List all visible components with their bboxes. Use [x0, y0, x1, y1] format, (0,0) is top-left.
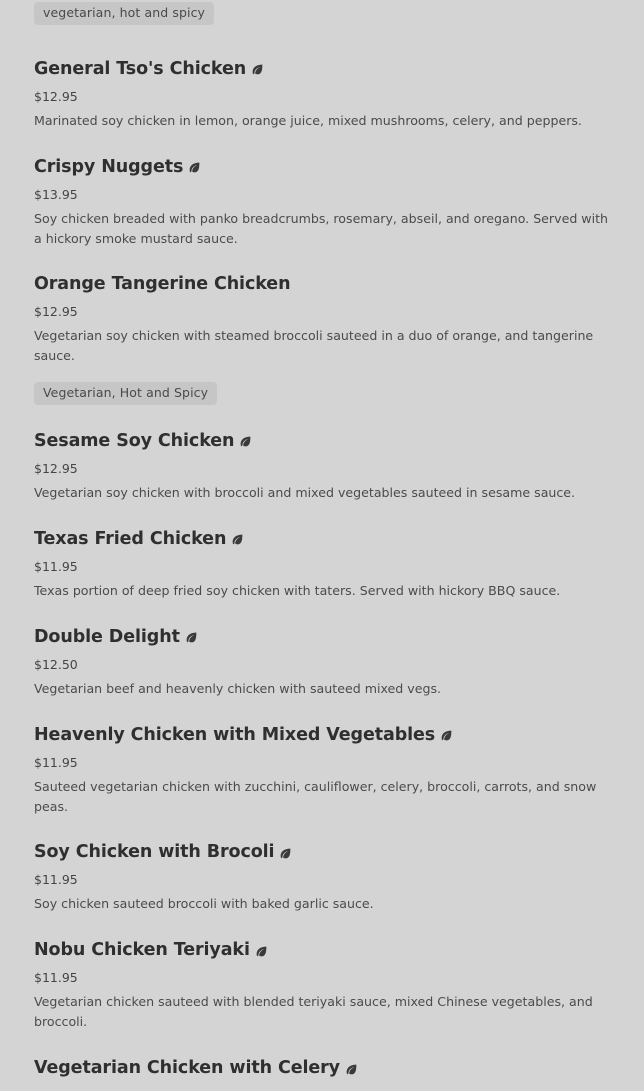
menu-item-title: [34, 725, 610, 746]
menu-item-title: [34, 157, 610, 178]
menu-item-description: Vegetarian chicken sauteed with blended teriyaki sauce, mixed Chinese vegetables, and broccoli.: [34, 994, 593, 1030]
menu-item: [34, 627, 610, 699]
menu-item-description: Vegetarian beef and heavenly chicken with sauteed mixed vegs.: [34, 680, 442, 696]
menu-item-price: $11.95: [34, 970, 78, 986]
menu-item-price: $12.95: [34, 304, 78, 320]
menu-item-tag-row: [34, 382, 610, 405]
status-badge: vegetarian, hot and spicy: [34, 2, 214, 25]
section-tag-row: [34, 0, 610, 25]
menu-item-description: Vegetarian soy chicken with steamed broccoli sauteed in a duo of orange, and tangerine sauce.: [34, 328, 594, 364]
menu-item-title: [34, 59, 610, 80]
menu-item-name: Orange Tangerine Chicken: [34, 274, 291, 295]
menu-item-name: Double Delight: [34, 626, 180, 647]
menu-item-title: [34, 274, 610, 295]
menu-item-name: Vegetarian Chicken with Celery: [34, 1058, 340, 1079]
menu-item-description: Vegetarian soy chicken with broccoli and mixed vegetables sauteed in sesame sauce.: [34, 484, 576, 500]
menu-item-price: $11.95: [34, 754, 78, 770]
menu-item-name: General Tso's Chicken: [34, 58, 247, 79]
menu-item-description: Sauteed vegetarian chicken with zucchini, cauliflower, celery, broccoli, carrots, and snow peas.: [34, 778, 597, 814]
menu-item-name: Crispy Nuggets: [34, 156, 184, 177]
menu-item-price: $11.95: [34, 558, 78, 574]
menu-item-title: [34, 529, 610, 550]
menu-item-name: Nobu Chicken Teriyaki: [34, 940, 250, 961]
menu-item-title: [34, 431, 610, 452]
menu-item-title: [34, 627, 610, 648]
menu-item: [34, 842, 610, 914]
leaf-icon: [345, 1061, 358, 1074]
menu-item-description: Texas portion of deep fried soy chicken with taters. Served with hickory BBQ sauce.: [34, 582, 561, 598]
menu-item-title: [34, 842, 610, 863]
leaf-icon: [279, 845, 292, 858]
menu-item-price: $12.95: [34, 88, 78, 104]
leaf-icon: [231, 531, 244, 544]
menu-item: [34, 725, 610, 817]
leaf-icon: [185, 629, 198, 642]
menu-item-description: Soy chicken breaded with panko breadcrumbs, rosemary, abseil, and oregano. Served with a hickory smoke mustard sauce.: [34, 210, 609, 246]
menu-item-name: Texas Fried Chicken: [34, 528, 227, 549]
menu-item: [34, 274, 610, 405]
menu-item: [34, 157, 610, 249]
menu-item-description: Soy chicken sauteed broccoli with baked garlic sauce.: [34, 896, 374, 912]
menu-item-price: $12.50: [34, 656, 78, 672]
leaf-icon: [251, 61, 264, 74]
leaf-icon: [255, 943, 268, 956]
menu-item: [34, 940, 610, 1032]
menu-item-name: Heavenly Chicken with Mixed Vegetables: [34, 724, 436, 745]
leaf-icon: [440, 727, 453, 740]
menu-item-price: $12.95: [34, 460, 78, 476]
status-badge: Vegetarian, Hot and Spicy: [34, 382, 217, 405]
menu-item-price: $13.95: [34, 186, 78, 202]
menu-item-name: Sesame Soy Chicken: [34, 430, 235, 451]
menu-item: [34, 1058, 610, 1079]
menu-item: [34, 431, 610, 503]
menu-item-title: [34, 1058, 610, 1079]
menu-item-title: [34, 940, 610, 961]
menu-item: [34, 529, 610, 601]
leaf-icon: [239, 433, 252, 446]
leaf-icon: [188, 159, 201, 172]
menu-item: [34, 59, 610, 131]
menu-item-description: Marinated soy chicken in lemon, orange juice, mixed mushrooms, celery, and peppers.: [34, 112, 582, 128]
menu-item-name: Soy Chicken with Brocoli: [34, 842, 275, 863]
menu-item-price: $11.95: [34, 872, 78, 888]
